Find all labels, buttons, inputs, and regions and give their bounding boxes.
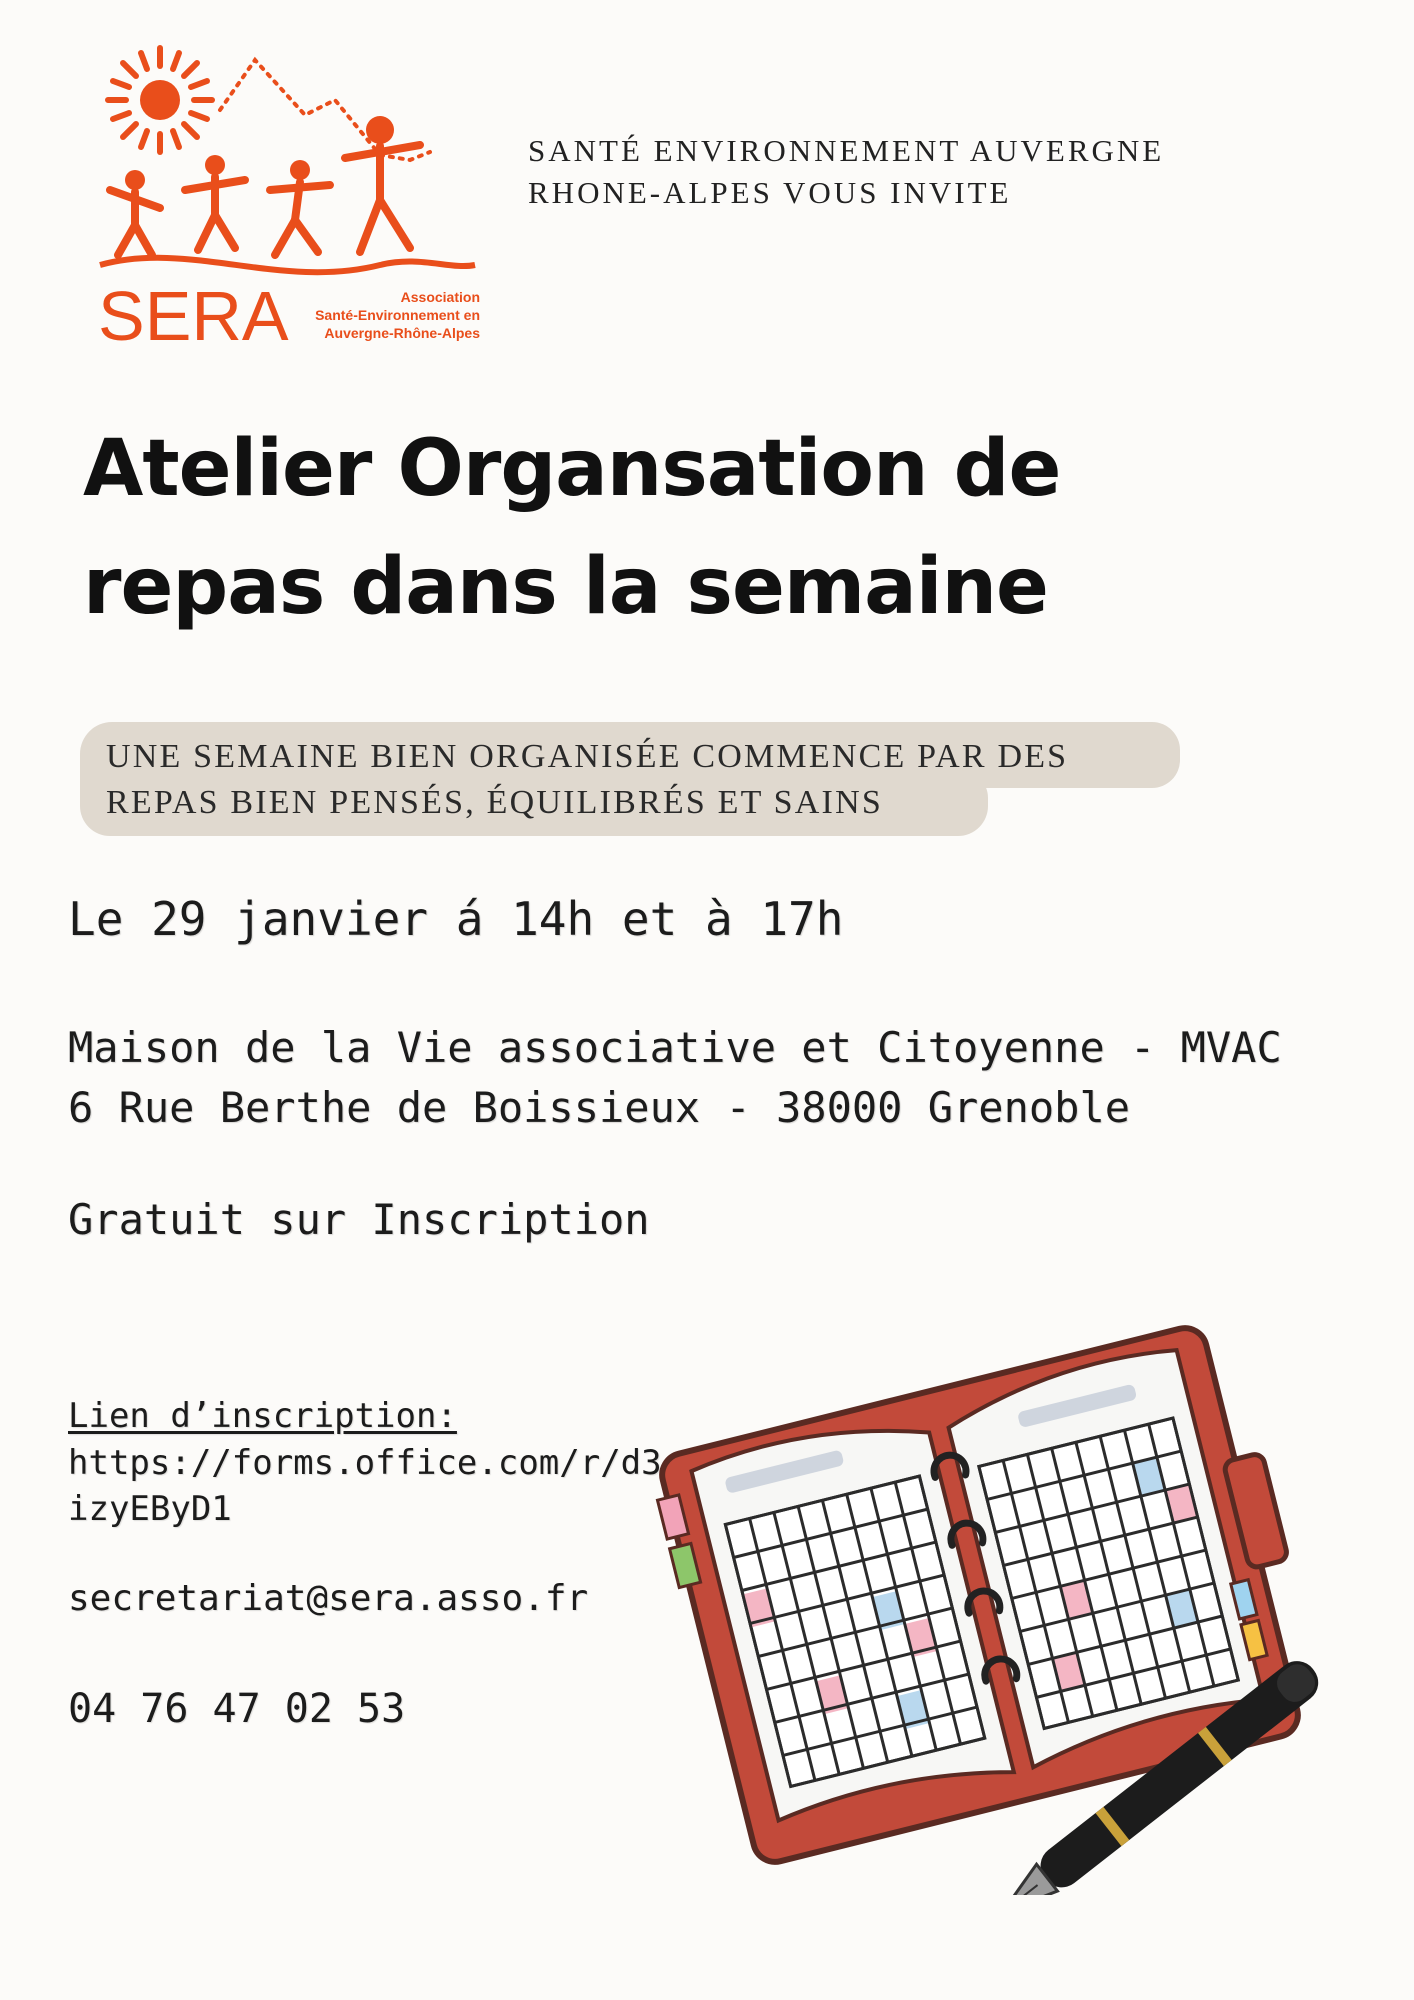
tagline-line-1: UNE SEMAINE BIEN ORGANISÉE COMMENCE PAR DES: [106, 738, 1069, 775]
event-date: Le 29 janvier á 14h et à 17h: [68, 892, 844, 946]
contact-phone[interactable]: 04 76 47 02 53: [68, 1686, 406, 1732]
registration-link-label: Lien d’inscription:: [68, 1396, 457, 1436]
registration-link[interactable]: [68, 1440, 662, 1532]
people-figures-icon: [110, 116, 420, 255]
logo-line3: Auvergne-Rhône-Alpes: [324, 325, 480, 341]
event-venue: Maison de la Vie associative et Citoyenne - MVAC: [68, 1023, 1282, 1072]
registration-link-line-1[interactable]: https://forms.office.com/r/d3: [68, 1443, 662, 1483]
invite-line-2: RHONE-ALPES VOUS INVITE: [528, 175, 1012, 210]
wave-line: [100, 258, 475, 272]
logo-line2: Santé-Environnement en: [315, 307, 480, 323]
logo-line1: Association: [400, 289, 480, 305]
tagline: [106, 734, 1206, 826]
page-title: [83, 410, 1283, 646]
event-price: Gratuit sur Inscription: [68, 1195, 650, 1244]
sera-logo: [80, 40, 520, 360]
title-line-1: Atelier Organsation de: [83, 424, 1061, 514]
invite-line-1: SANTÉ ENVIRONNEMENT AUVERGNE: [528, 133, 1165, 168]
invite-text: [528, 130, 1248, 214]
planner-with-pen-icon: [620, 1295, 1340, 1895]
contact-email[interactable]: secretariat@sera.asso.fr: [68, 1578, 589, 1619]
event-street: 6 Rue Berthe de Boissieux - 38000 Grenoble: [68, 1083, 1131, 1132]
registration-link-line-2[interactable]: izyEByD1: [68, 1489, 232, 1529]
title-line-2: repas dans la semaine: [83, 542, 1048, 632]
sun-icon: [108, 48, 212, 152]
logo-acronym: SERA: [98, 277, 289, 355]
tagline-line-2: REPAS BIEN PENSÉS, ÉQUILIBRÉS ET SAINS: [106, 784, 883, 821]
event-address: [68, 1018, 1368, 1138]
